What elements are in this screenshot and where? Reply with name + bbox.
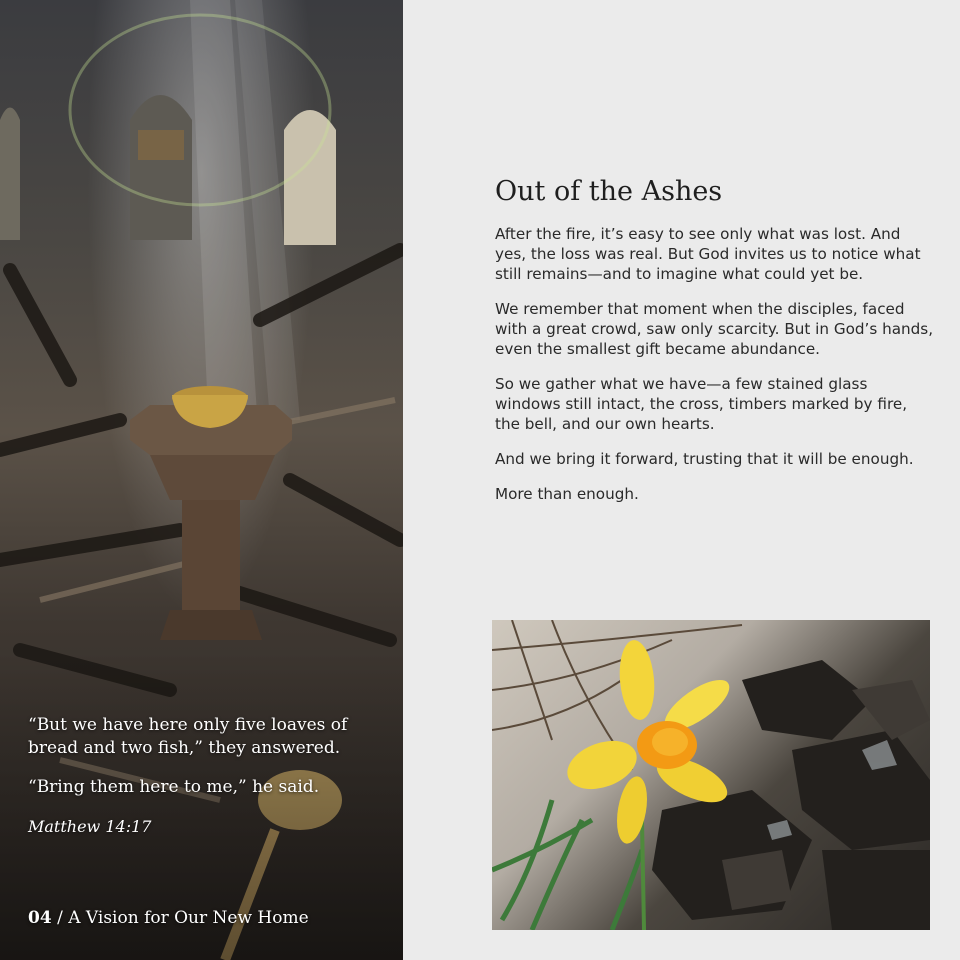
- page-number: 04: [28, 908, 52, 928]
- scripture-quote: [28, 714, 388, 854]
- stained-glass-window: [130, 95, 192, 240]
- page-footer: [28, 908, 309, 928]
- paragraph: So we gather what we have—a few stained glass windows still intact, the cross, timbers marked by fire, the bell, and our own hearts.: [495, 375, 908, 433]
- paragraph: After the fire, it’s easy to see only what was lost. And yes, the loss was real. But God invites us to notice what still remains—and to imagine what could yet be.: [495, 225, 921, 283]
- article-body: [495, 224, 935, 519]
- sanctuary-ruins-photo: [0, 0, 403, 960]
- article-panel: [403, 0, 960, 960]
- daffodil-photo: [492, 620, 930, 930]
- scripture-line-1: “But we have here only five loaves of bread and two fish,” they answered.: [28, 715, 348, 758]
- page-title: Out of the Ashes: [495, 176, 723, 207]
- paragraph: And we bring it forward, trusting that it will be enough.: [495, 450, 914, 468]
- footer-separator: /: [57, 908, 63, 928]
- arched-window: [0, 108, 20, 241]
- scripture-line-2: “Bring them here to me,” he said.: [28, 777, 320, 797]
- paragraph: More than enough.: [495, 485, 639, 503]
- daffodil-illustration: [492, 620, 930, 930]
- paragraph: We remember that moment when the disciples, faced with a great crowd, saw only scarcity. But in God’s hands, even the smallest gift became abundance.: [495, 300, 934, 358]
- section-title: A Vision for Our New Home: [68, 908, 309, 928]
- scripture-reference: Matthew 14:17: [28, 817, 152, 836]
